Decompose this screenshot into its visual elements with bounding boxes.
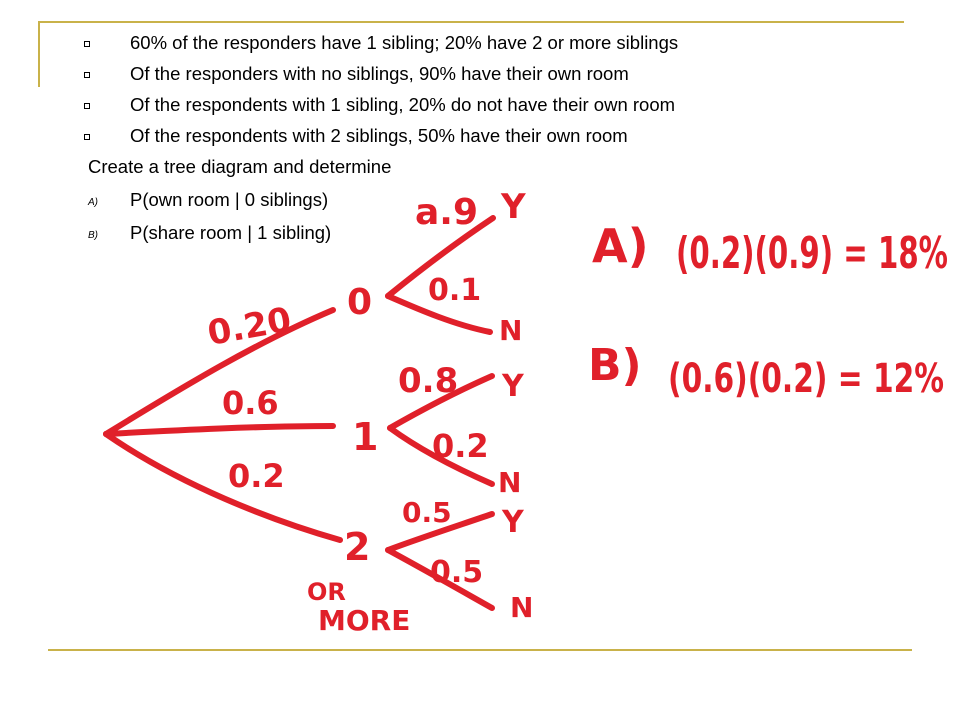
tree-branch-to-2 [106, 434, 340, 540]
leaf-label-2-yes: Y [502, 505, 524, 540]
leaf-prob-0-yes: a.9 [415, 192, 479, 233]
bullet-text: Of the respondents with 1 sibling, 20% do not have their own room [130, 94, 676, 115]
leaf-prob-2-no: 0.5 [430, 555, 484, 590]
branch-prob-0: 0.20 [204, 299, 295, 354]
node-1: 1 [352, 415, 379, 459]
bullet-text: 60% of the responders have 1 sibling; 20% have 2 or more siblings [130, 32, 679, 53]
leaf-prob-0-no: 0.1 [428, 273, 482, 308]
answer-b-work: (0.6)(0.2) = 12% [668, 356, 944, 402]
answer-a-work: (0.2)(0.9) = 18% [676, 228, 948, 279]
leaf-label-1-yes: Y [502, 369, 524, 404]
branch-prob-2: 0.2 [228, 457, 285, 495]
node-0: 0 [347, 282, 373, 323]
leaf-label-2-no: N [510, 591, 534, 624]
bullet-text: Of the respondents with 2 siblings, 50% have their own room [130, 125, 628, 146]
leaf-prob-2-yes: 0.5 [402, 496, 452, 529]
subitem-text: P(share room | 1 sibling) [130, 222, 332, 243]
subitem-marker: B) [88, 230, 98, 241]
leaf-label-1-no: N [498, 466, 522, 499]
answer-b-label: B) [588, 340, 642, 391]
leaf-label-0-yes: Y [501, 187, 526, 227]
subitem-marker: A) [88, 197, 98, 208]
node-2-note-line2: MORE [318, 604, 411, 637]
branch-prob-1: 0.6 [222, 384, 279, 422]
node-2: 2 [344, 525, 371, 569]
answer-a-label: A) [592, 219, 649, 273]
bullet-text: Of the responders with no siblings, 90% have their own room [130, 63, 629, 84]
subitem-text: P(own room | 0 siblings) [130, 189, 329, 210]
leaf-label-0-no: N [499, 314, 523, 347]
tree-branch-to-1 [106, 426, 333, 434]
leaf-prob-1-no: 0.2 [432, 427, 489, 465]
instruction-text: Create a tree diagram and determine [88, 156, 392, 177]
leaf-prob-1-yes: 0.8 [398, 361, 459, 401]
node-2-note-line1: OR [307, 578, 346, 606]
